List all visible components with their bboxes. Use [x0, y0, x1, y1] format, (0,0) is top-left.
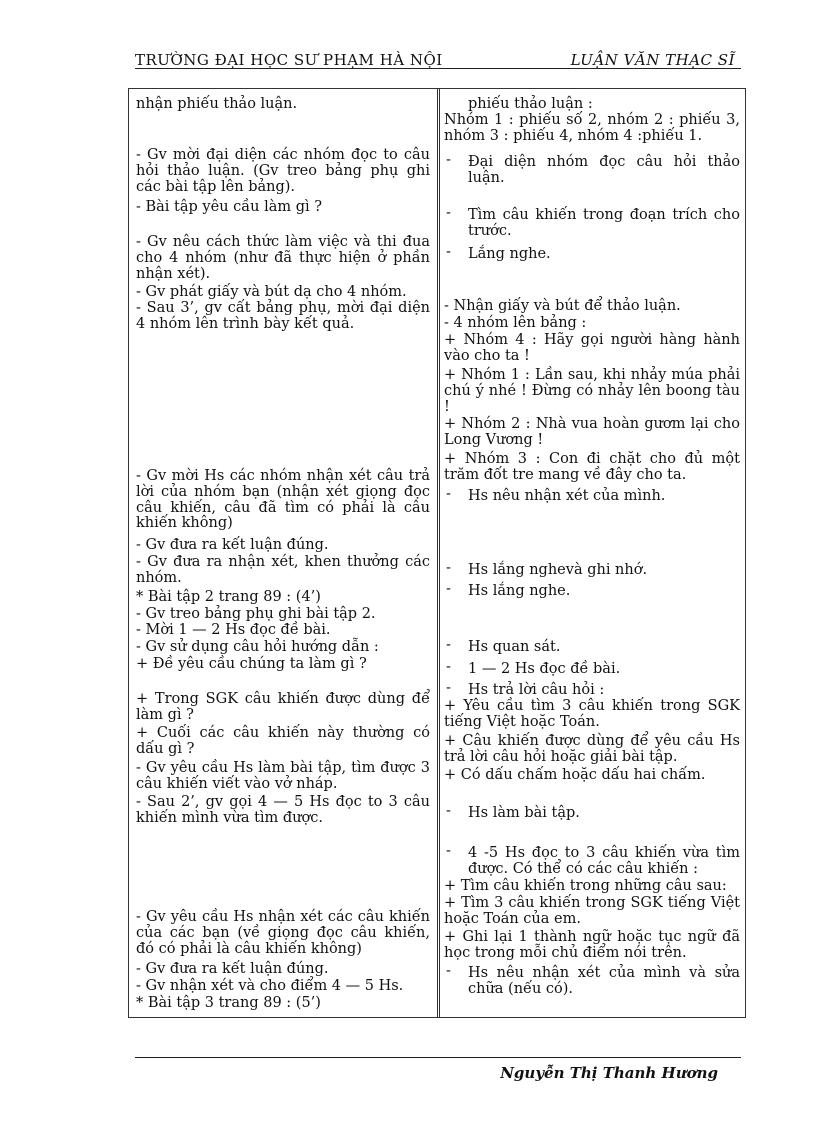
student-line-10: + Nhóm 2 : Nhà vua hoàn gươm lại cho Long Vương ! [444, 416, 740, 448]
teacher-line-16: + Cuối các câu khiến này thường có dấu gì ? [136, 725, 430, 757]
student-line-23: + Tìm câu khiến trong những câu sau: [444, 878, 727, 894]
teacher-line-4: - Gv nêu cách thức làm việc và thi đua cho 4 nhóm (như đã thực hiện ở phần nhận xét). [136, 234, 430, 282]
student-line-1: phiếu thảo luận : [468, 96, 593, 112]
teacher-line-3: - Bài tập yêu cầu làm gì ? [136, 199, 323, 215]
student-line-19: + Câu khiến được dùng để yêu cầu Hs trả lời câu hỏi hoặc giải bài tập. [444, 733, 740, 765]
page-header [135, 50, 741, 69]
student-line-17: - Hs trả lời câu hỏi : [444, 683, 740, 699]
student-line-2: Nhóm 1 : phiếu số 2, nhóm 2 : phiếu 3, nhóm 3 : phiếu 4, nhóm 4 :phiếu 1. [444, 112, 740, 144]
teacher-line-2: - Gv mời đại diện các nhóm đọc to câu hỏi thảo luận. (Gv treo bảng phụ ghi các bài tập lên bảng). [136, 147, 430, 195]
student-line-25: + Ghi lại 1 thành ngữ hoặc tục ngữ đã học trong mỗi chủ điểm nói trên. [444, 929, 740, 961]
student-line-11: + Nhóm 3 : Con đi chặt cho đủ một trăm đốt tre mang về đây cho ta. [444, 451, 740, 483]
teacher-line-5: - Gv phát giấy và bút dạ cho 4 nhóm. [136, 284, 407, 300]
teacher-line-11: - Gv treo bảng phụ ghi bài tập 2. [136, 606, 376, 622]
teacher-line-1: nhận phiếu thảo luận. [136, 96, 298, 112]
student-line-20: + Có dấu chấm hoặc dấu hai chấm. [444, 767, 706, 783]
student-line-13: - Hs lắng nghevà ghi nhớ. [444, 563, 740, 579]
teacher-line-22: * Bài tập 3 trang 89 : (5’) [136, 995, 321, 1011]
student-line-15: - Hs quan sát. [444, 640, 740, 656]
teacher-line-12: - Mời 1 — 2 Hs đọc đề bài. [136, 622, 331, 638]
student-line-3: - Đại diện nhóm đọc câu hỏi thảo luận. [444, 155, 740, 187]
column-divider [437, 88, 440, 1018]
teacher-line-9: - Gv đưa ra nhận xét, khen thưởng các nhóm. [136, 554, 430, 586]
teacher-line-18: - Sau 2’, gv gọi 4 — 5 Hs đọc to 3 câu khiến mình vừa tìm được. [136, 794, 430, 826]
teacher-line-21: - Gv nhận xét và cho điểm 4 — 5 Hs. [136, 978, 404, 994]
student-line-6: - Nhận giấy và bút để thảo luận. [444, 298, 681, 314]
teacher-line-8: - Gv đưa ra kết luận đúng. [136, 537, 329, 553]
student-line-9: + Nhóm 1 : Lần sau, khi nhảy múa phải chú ý nhé ! Đừng có nhảy lên boong tàu ! [444, 367, 740, 415]
teacher-line-6: - Sau 3’, gv cất bảng phụ, mời đại diện 4 nhóm lên trình bày kết quả. [136, 300, 430, 332]
student-line-14: - Hs lắng nghe. [444, 584, 740, 600]
student-line-4: - Tìm câu khiến trong đoạn trích cho trước. [444, 208, 740, 240]
university-name: TRƯỜNG ĐẠI HỌC SƯ PHẠM HÀ NỘI [135, 51, 443, 69]
teacher-line-19: - Gv yêu cầu Hs nhận xét các câu khiến của các bạn (về giọng đọc câu khiến, đó có phải là câu khiến không) [136, 909, 430, 957]
footer-rule [135, 1057, 741, 1058]
author-name: Nguyễn Thị Thanh Hương [500, 1064, 718, 1082]
student-line-8: + Nhóm 4 : Hãy gọi người hàng hành vào cho ta ! [444, 332, 740, 364]
teacher-line-13: - Gv sử dụng câu hỏi hướng dẫn : [136, 639, 379, 655]
student-line-7: - 4 nhóm lên bảng : [444, 315, 587, 331]
student-line-16: - 1 — 2 Hs đọc đề bài. [444, 662, 740, 678]
teacher-line-14: + Đề yêu cầu chúng ta làm gì ? [136, 656, 367, 672]
student-line-26: - Hs nêu nhận xét của mình và sửa chữa (nếu có). [444, 966, 740, 998]
student-line-21: - Hs làm bài tập. [444, 806, 740, 822]
student-line-12: - Hs nêu nhận xét của mình. [444, 489, 740, 505]
teacher-line-17: - Gv yêu cầu Hs làm bài tập, tìm được 3 câu khiến viết vào vở nháp. [136, 760, 430, 792]
teacher-line-15: + Trong SGK câu khiến được dùng để làm gì ? [136, 691, 430, 723]
teacher-line-10: * Bài tập 2 trang 89 : (4’) [136, 589, 321, 605]
teacher-line-20: - Gv đưa ra kết luận đúng. [136, 961, 329, 977]
student-line-18: + Yêu cầu tìm 3 câu khiến trong SGK tiếng Việt hoặc Toán. [444, 698, 740, 730]
student-line-22: - 4 -5 Hs đọc to 3 câu khiến vừa tìm được. Có thể có các câu khiến : [444, 846, 740, 878]
student-line-24: + Tìm 3 câu khiến trong SGK tiếng Việt hoặc Toán của em. [444, 895, 740, 927]
document-type: LUẬN VĂN THẠC SĨ [570, 51, 735, 69]
teacher-line-7: - Gv mời Hs các nhóm nhận xét câu trả lời của nhóm bạn (nhận xét giọng đọc câu khiến, câu đã tìm có phải là câu khiến không) [136, 468, 430, 532]
student-line-5: - Lắng nghe. [444, 247, 740, 263]
